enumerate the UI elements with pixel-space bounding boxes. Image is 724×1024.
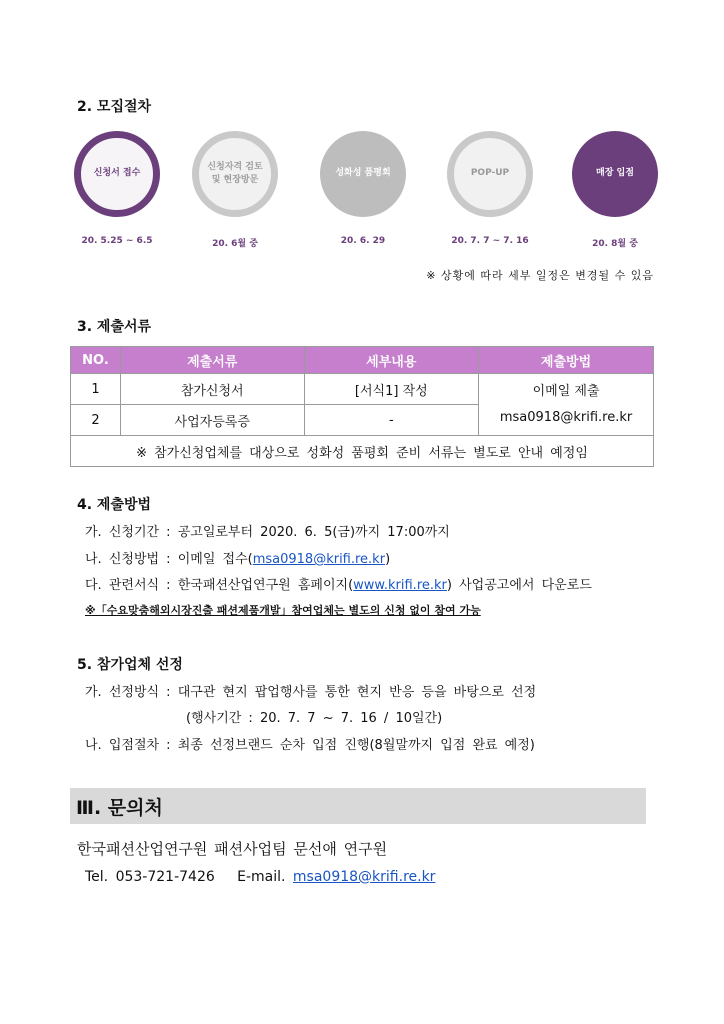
contact-tel: Tel. 053-721-7426 E-mail.	[85, 869, 286, 885]
event-period: (행사기간 : 20. 7. 7 ~ 7. 16 / 10일간)	[186, 711, 443, 726]
contact-banner-title: Ⅲ. 문의처	[76, 796, 163, 819]
section3-title: 3. 제출서류	[77, 319, 152, 335]
contact-banner	[70, 788, 646, 824]
method-line2: msa0918@krifi.re.kr	[499, 409, 633, 425]
header-detail: 세부내용	[304, 347, 479, 374]
homepage-link[interactable]: www.krifi.re.kr	[353, 578, 447, 593]
table-footnote-row	[71, 436, 654, 467]
table-header-row	[71, 347, 654, 374]
documents-table	[70, 346, 654, 467]
step-4-date: 20. 7. 7 ~ 7. 16	[451, 236, 529, 246]
step-5-date: 20. 8월 중	[592, 239, 638, 249]
step-2-label-line1: 신청자격 검토	[207, 161, 263, 172]
table-footnote: ※ 참가신청업체를 대상으로 성화성 품평회 준비 서류는 별도로 안내 예정임	[71, 436, 654, 467]
step-3-date: 20. 6. 29	[340, 236, 386, 246]
related-forms	[85, 574, 592, 593]
row-1-no: 1	[71, 374, 121, 405]
step-2-label-line2: 및 현장방문	[211, 175, 259, 185]
step-3-label: 성화성 품평회	[335, 168, 391, 179]
row-2-detail: -	[304, 405, 479, 436]
selection-method: 가. 선정방식 : 대구관 현지 팝업행사를 통한 현지 반응 등을 바탕으로 선정	[85, 685, 537, 700]
related-forms-prefix: 다. 관련서식 : 한국패션산업연구원 홈페이지(	[85, 578, 354, 593]
step-1-label: 신청서 접수	[93, 168, 141, 179]
section4-title: 4. 제출방법	[77, 497, 152, 513]
row-2-doc: 사업자등록증	[120, 405, 304, 436]
apply-email-link[interactable]: msa0918@krifi.re.kr	[252, 552, 386, 567]
step-4-label: POP-UP	[470, 168, 510, 179]
section5-title: 5. 참가업체 선정	[77, 657, 183, 673]
apply-period: 가. 신청기간 : 공고일로부터 2020. 6. 5(금)까지 17:00까지	[85, 525, 450, 540]
apply-method-suffix: )	[385, 552, 391, 567]
method-cell	[479, 374, 654, 436]
step-circle-4	[447, 131, 533, 217]
section2-title: 2. 모집절차	[77, 99, 152, 115]
apply-method-prefix: 나. 신청방법 : 이메일 접수(	[85, 552, 253, 567]
method-line1: 이메일 제출	[532, 383, 600, 399]
step-circle-5	[572, 131, 658, 217]
table-row	[71, 374, 654, 405]
contact-org: 한국패션산업연구원 패션사업팀 문선애 연구원	[77, 840, 388, 858]
participation-note: ※「수요맞춤해외시장진출 패션제품개발」참여업체는 별도의 신청 없이 참여 가능	[85, 604, 481, 617]
apply-method	[85, 548, 390, 567]
header-method: 제출방법	[479, 347, 654, 374]
header-doc: 제출서류	[120, 347, 304, 374]
step-circle-1	[74, 131, 160, 217]
schedule-note: ※ 상황에 따라 세부 일정은 변경될 수 있음	[426, 269, 654, 282]
step-1-date: 20. 5.25 ~ 6.5	[81, 236, 153, 246]
entry-procedure: 나. 입점절차 : 최종 선정브랜드 순차 입점 진행(8월말까지 입점 완료 예정)	[85, 738, 535, 753]
contact-email-link[interactable]: msa0918@krifi.re.kr	[292, 869, 436, 885]
step-circle-2	[192, 131, 278, 217]
row-1-detail: [서식1] 작성	[304, 374, 479, 405]
step-2-date: 20. 6월 중	[212, 239, 258, 249]
related-forms-suffix: ) 사업공고에서 다운로드	[446, 578, 592, 593]
contact-line	[85, 869, 435, 885]
header-no: NO.	[71, 347, 121, 374]
step-circle-3	[320, 131, 406, 217]
row-2-no: 2	[71, 405, 121, 436]
step-5-label: 매장 입점	[596, 168, 634, 179]
row-1-doc: 참가신청서	[120, 374, 304, 405]
